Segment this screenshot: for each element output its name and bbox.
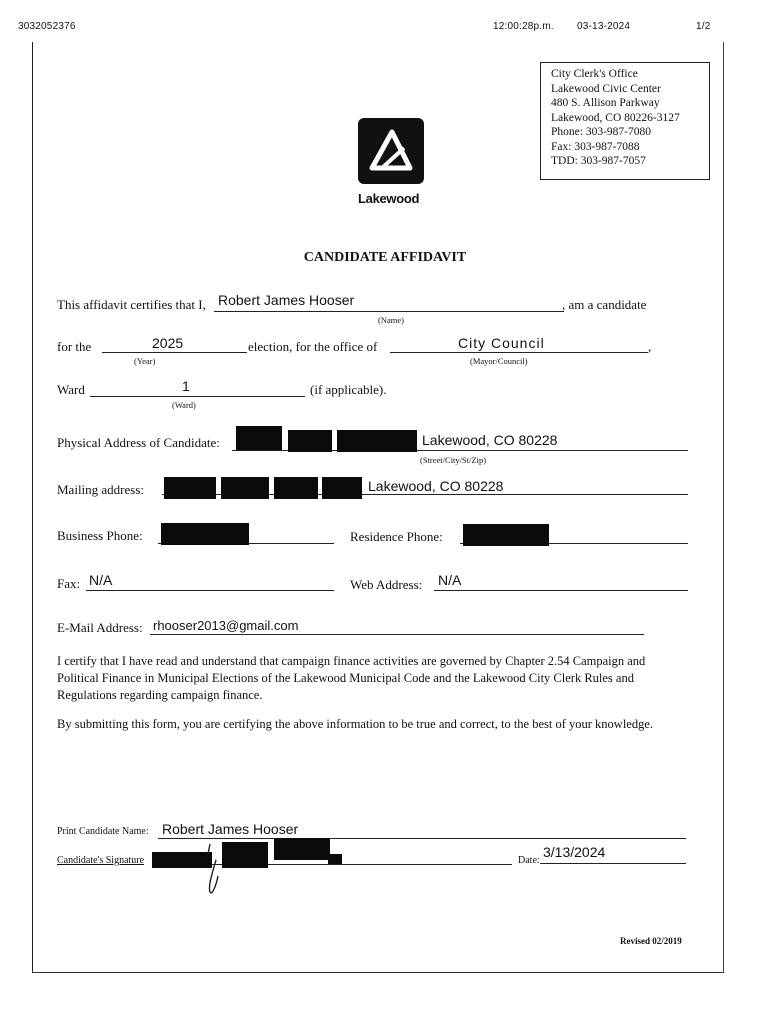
redaction-block bbox=[337, 430, 417, 452]
redaction-block bbox=[463, 524, 549, 546]
office-line: Phone: 303-987-7080 bbox=[551, 126, 651, 138]
fax-label: Fax: bbox=[57, 576, 81, 591]
print-name-value[interactable]: Robert James Hooser bbox=[162, 821, 299, 837]
office-line: Lakewood Civic Center bbox=[551, 82, 661, 95]
year-caption: (Year) bbox=[134, 356, 156, 366]
office-line: Fax: 303-987-7088 bbox=[551, 140, 640, 153]
signature-stroke-icon bbox=[190, 840, 240, 900]
web-address-value[interactable]: N/A bbox=[438, 572, 462, 588]
redaction-block bbox=[288, 430, 332, 452]
fax-date: 03-13-2024 bbox=[577, 21, 631, 32]
election-office-text: election, for the office of bbox=[248, 339, 378, 354]
office-address-box bbox=[540, 62, 710, 180]
office-line: Lakewood, CO 80226-3127 bbox=[551, 111, 680, 124]
office-line: TDD: 303-987-7057 bbox=[551, 155, 646, 167]
physical-address-label: Physical Address of Candidate: bbox=[57, 435, 220, 450]
redaction-block bbox=[236, 426, 282, 450]
logo-text: Lakewood bbox=[358, 191, 420, 206]
office-caption: (Mayor/Council) bbox=[470, 356, 528, 366]
redaction-block bbox=[161, 523, 249, 545]
office-comma: , bbox=[648, 339, 652, 354]
redaction-block bbox=[322, 477, 362, 499]
certifies-prefix: This affidavit certifies that I, bbox=[57, 297, 206, 312]
redaction-block bbox=[221, 477, 269, 499]
ward-underline bbox=[90, 396, 305, 397]
form-title: CANDIDATE AFFIDAVIT bbox=[303, 250, 467, 265]
ward-label: Ward bbox=[57, 382, 85, 397]
print-name-label: Print Candidate Name: bbox=[57, 826, 149, 837]
am-candidate-text: , am a candidate bbox=[562, 297, 647, 312]
ward-caption: (Ward) bbox=[172, 400, 196, 410]
submit-paragraph: By submitting this form, you are certifying the above information to be true and correct, to the best of your knowledge. bbox=[57, 717, 654, 731]
candidate-name-value[interactable]: Robert James Hooser bbox=[218, 292, 355, 308]
for-the-text: for the bbox=[57, 339, 92, 354]
revised-date: Revised 02/2019 bbox=[620, 936, 682, 946]
fax-value[interactable]: N/A bbox=[89, 572, 113, 588]
office-underline bbox=[390, 352, 648, 353]
ward-value[interactable]: 1 bbox=[182, 378, 190, 394]
redaction-block bbox=[274, 477, 318, 499]
redaction-block bbox=[274, 838, 330, 860]
email-underline bbox=[150, 634, 644, 635]
redaction-block bbox=[328, 854, 342, 864]
year-value[interactable]: 2025 bbox=[152, 335, 184, 351]
year-underline bbox=[102, 352, 247, 353]
business-phone-label: Business Phone: bbox=[57, 528, 143, 543]
date-label: Date: bbox=[518, 855, 540, 866]
redaction-block bbox=[164, 477, 216, 499]
certify-paragraph: I certify that I have read and understand that campaign finance activities are governed by Chapter 2.54 Campaign and Political Finance in Municipal Elections of the Lakewood Municipal Code and the Lakewood City Clerk Rules and Regulations regarding campaign finance. bbox=[57, 654, 646, 702]
physical-address-value[interactable]: Lakewood, CO 80228 bbox=[422, 432, 558, 448]
web-address-underline bbox=[434, 590, 688, 591]
physical-address-caption: (Street/City/St/Zip) bbox=[420, 455, 487, 465]
mailing-address-label: Mailing address: bbox=[57, 482, 145, 497]
fax-time: 12:00:28p.m. bbox=[493, 21, 554, 32]
office-value[interactable]: City Council bbox=[458, 335, 545, 351]
email-value[interactable]: rhooser2013@gmail.com bbox=[153, 618, 299, 633]
print-name-underline bbox=[158, 838, 686, 839]
name-underline bbox=[214, 311, 564, 312]
fax-page-number: 1/2 bbox=[696, 21, 711, 32]
fax-underline bbox=[86, 590, 334, 591]
date-underline bbox=[540, 863, 686, 864]
email-label: E-Mail Address: bbox=[57, 620, 143, 635]
name-caption: (Name) bbox=[378, 315, 404, 325]
mailing-address-value[interactable]: Lakewood, CO 80228 bbox=[368, 478, 504, 494]
office-line: City Clerk's Office bbox=[551, 68, 638, 80]
date-value[interactable]: 3/13/2024 bbox=[543, 844, 606, 860]
office-line: 480 S. Allison Parkway bbox=[551, 97, 660, 109]
fax-sender-number: 3032052376 bbox=[18, 21, 76, 32]
web-address-label: Web Address: bbox=[350, 577, 423, 592]
signature-label: Candidate's Signature bbox=[57, 855, 145, 866]
residence-phone-label: Residence Phone: bbox=[350, 529, 443, 544]
lakewood-logo-icon bbox=[358, 118, 424, 184]
ward-applicable-text: (if applicable). bbox=[310, 382, 387, 397]
